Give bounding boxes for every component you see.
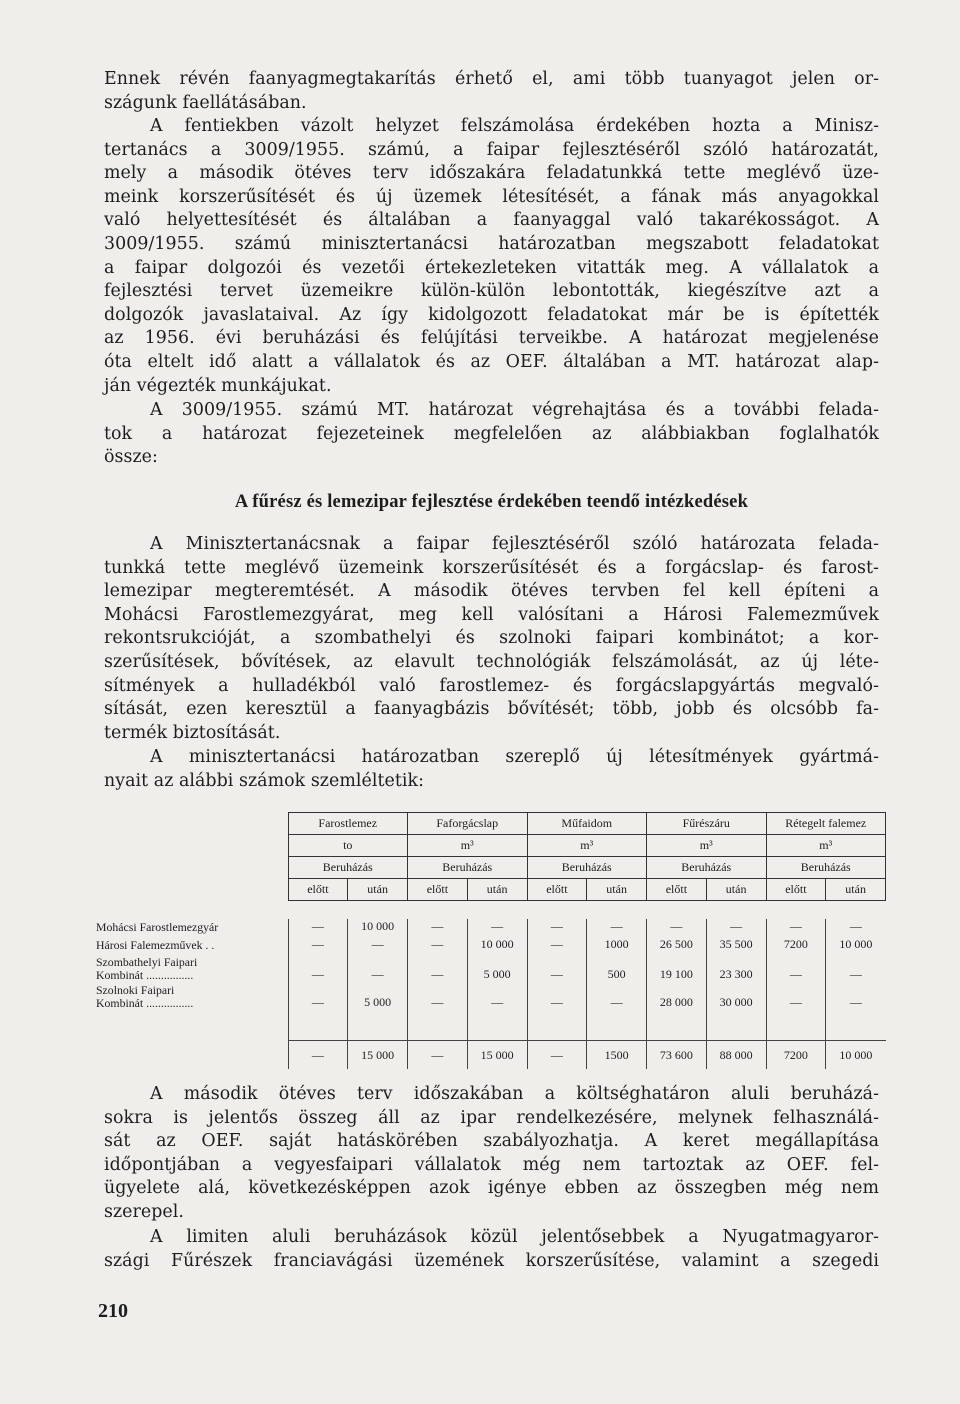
text-line: tunkká tette meglévő üzemeink korszerűsítését és a forgácslap- és farost- bbox=[104, 557, 879, 578]
text-line: szági Fűrészek franciavágási üzemének korszerűsítése, valamint a szegedi bbox=[104, 1250, 879, 1271]
table-header-unit: m³ bbox=[527, 835, 647, 857]
text-line: meink korszerűsítését és új üzemek létesítését, a fának más anyagokkal bbox=[104, 186, 879, 207]
table-total-cell: — bbox=[527, 1041, 587, 1070]
table-header-unit: m³ bbox=[408, 835, 528, 857]
table-cell: — bbox=[408, 919, 468, 937]
table-header-product: Faforgácslap bbox=[408, 813, 528, 835]
table-header-before: előtt bbox=[527, 879, 587, 901]
row-label-line: Hárosi Falemezművek . . bbox=[96, 938, 215, 952]
row-label-line: Mohácsi Farostlemezgyár bbox=[96, 920, 219, 934]
table-header-units bbox=[96, 835, 886, 857]
text-line: sítmények a hulladékból való farostlemez- és forgácslapgyártás megvaló- bbox=[104, 675, 879, 696]
table-total-cell: 1500 bbox=[587, 1041, 647, 1070]
row-label-line: Szolnoki Faipari bbox=[96, 982, 175, 997]
text-line: A második ötéves terv időszakában a költséghatáron aluli beruházá- bbox=[150, 1084, 879, 1104]
table-cell: 5 000 bbox=[467, 955, 527, 983]
text-line: fejlesztési tervet üzemeikre külön-külön lebontották, kiegészítve azt a bbox=[104, 281, 879, 302]
table-cell: 500 bbox=[587, 955, 647, 983]
table-cell: — bbox=[826, 983, 886, 1011]
text-line: össze: bbox=[104, 447, 158, 468]
text-line: A limiten aluli beruházások közül jelentősebbek a Nyugatmagyaror- bbox=[150, 1227, 879, 1247]
table-cell: — bbox=[288, 955, 348, 983]
table-header-products bbox=[96, 813, 886, 835]
table-cell: — bbox=[766, 919, 826, 937]
table-header-before-after bbox=[96, 879, 886, 901]
table-header-group-label: Beruházás bbox=[288, 857, 408, 879]
table-header-product: Farostlemez bbox=[288, 813, 408, 835]
text-line: 3009/1955. számú minisztertanácsi határozatban megszabott feladatokat bbox=[104, 233, 879, 254]
table-row bbox=[96, 937, 886, 955]
text-line: sát az OEF. saját hatáskörében szabályozhatja. A keret megállapítása bbox=[104, 1131, 879, 1152]
text-line: ügyelete alá, következésképpen azok igénye ebben az összegben még nem bbox=[104, 1178, 879, 1199]
table-header-group-label: Beruházás bbox=[766, 857, 886, 879]
text-line: tertanács a 3009/1955. számú, a faipar fejlesztéséről szóló határozatát, bbox=[104, 139, 879, 160]
table-cell: — bbox=[706, 919, 766, 937]
text-line: A fentiekben vázolt helyzet felszámolása érdekében hozta a Minisz- bbox=[150, 116, 879, 136]
text-line: mely a második ötéves terv időszakára feladatunkká tette meglévő üze- bbox=[104, 163, 879, 184]
table-total-cell: 73 600 bbox=[647, 1041, 707, 1070]
table-header-group-label: Beruházás bbox=[408, 857, 528, 879]
table-header-before: előtt bbox=[288, 879, 348, 901]
text-line: szágunk faellátásában. bbox=[104, 92, 307, 113]
table-cell: — bbox=[527, 937, 587, 955]
table-header-unit: m³ bbox=[647, 835, 767, 857]
table-total-cell: 15 000 bbox=[348, 1041, 408, 1070]
table-cell: 28 000 bbox=[647, 983, 707, 1011]
text-line: nyait az alábbi számok szemléltetik: bbox=[104, 770, 424, 791]
table-row-label bbox=[96, 955, 288, 983]
table-cell: — bbox=[467, 983, 527, 1011]
table-header-after: után bbox=[348, 879, 408, 901]
row-label-line: Kombinát ................ bbox=[96, 967, 194, 982]
text-line: sokra is jelentős összeg áll az ipar rendelkezésére, melynek felhasználá- bbox=[104, 1107, 879, 1128]
table-header-before: előtt bbox=[408, 879, 468, 901]
text-line: A 3009/1955. számú MT. határozat végrehajtása és a további felada- bbox=[150, 400, 879, 420]
table-cell: — bbox=[408, 955, 468, 983]
text-line: szerepel. bbox=[104, 1201, 184, 1222]
text-line: tok a határozat fejezeteinek megfelelően az alábbiakban foglalhatók bbox=[104, 423, 879, 444]
table-header-product: Fűrészáru bbox=[647, 813, 767, 835]
table-cell: — bbox=[348, 937, 408, 955]
text-line: ján végezték munkájukat. bbox=[104, 375, 332, 396]
table-cell: — bbox=[587, 983, 647, 1011]
table-cell: 1000 bbox=[587, 937, 647, 955]
totals-label-cell bbox=[96, 1041, 288, 1070]
paragraph-5 bbox=[104, 746, 879, 793]
table-cell: — bbox=[408, 937, 468, 955]
paragraph-2 bbox=[104, 115, 879, 398]
table-row-label bbox=[96, 937, 288, 955]
table-cell: — bbox=[647, 919, 707, 937]
table-cell: 26 500 bbox=[647, 937, 707, 955]
text-line: való helyettesítését és általában a faanyaggal való takarékosságot. A bbox=[104, 210, 879, 231]
table-cell: 10 000 bbox=[826, 937, 886, 955]
section-title: A fűrész és lemezipar fejlesztése érdekében teendő intézkedések bbox=[234, 492, 749, 512]
text-line: lemezipar megteremtését. A második ötéves tervben fel kell építeni a bbox=[104, 581, 879, 602]
table-cell: 10 000 bbox=[467, 937, 527, 955]
text-line: Mohácsi Farostlemezgyárat, meg kell valósítani a Hárosi Falemezművek bbox=[104, 604, 879, 625]
table-row bbox=[96, 983, 886, 1011]
table-total-cell: — bbox=[288, 1041, 348, 1070]
table-cell: 30 000 bbox=[706, 983, 766, 1011]
table-row bbox=[96, 955, 886, 983]
table-header-unit: m³ bbox=[766, 835, 886, 857]
table-header-unit: to bbox=[288, 835, 408, 857]
table-header-group bbox=[96, 857, 886, 879]
text-line: időpontjában a vegyesfaipari vállalatok még nem tartoztak az OEF. fel- bbox=[104, 1154, 879, 1175]
table-cell: — bbox=[587, 919, 647, 937]
table-cell: 23 300 bbox=[706, 955, 766, 983]
text-line: óta eltelt idő alatt a vállalatok és az OEF. általában a MT. határozat alap- bbox=[104, 351, 879, 372]
text-line: a faipar dolgozói és vezetői értekezleteken vitatták meg. A vállalatok a bbox=[104, 257, 879, 278]
table-cell: — bbox=[527, 983, 587, 1011]
text-line: dolgozók javaslataival. Az így kidolgozott feladatokat már be is építették bbox=[104, 304, 879, 325]
table-cell: — bbox=[527, 955, 587, 983]
table-total-cell: 10 000 bbox=[826, 1041, 886, 1070]
table-header-product: Műfaidom bbox=[527, 813, 647, 835]
paragraph-3 bbox=[104, 399, 879, 470]
table-cell: — bbox=[288, 919, 348, 937]
table-cell: 7200 bbox=[766, 937, 826, 955]
table-cell: 10 000 bbox=[348, 919, 408, 937]
text-line: termék biztosítását. bbox=[104, 722, 281, 743]
row-label-line: Kombinát ................ bbox=[96, 995, 194, 1010]
table-cell: — bbox=[766, 955, 826, 983]
table-cell: — bbox=[766, 983, 826, 1011]
table-header-after: után bbox=[467, 879, 527, 901]
table-header-before: előtt bbox=[647, 879, 707, 901]
table-header-group-label: Beruházás bbox=[527, 857, 647, 879]
text-line: rekontsrukcióját, a szombathelyi és szolnoki faipari kombinátot; a kor- bbox=[104, 628, 879, 649]
paragraph-1 bbox=[104, 68, 879, 115]
table-cell: — bbox=[408, 983, 468, 1011]
table-row bbox=[96, 919, 886, 937]
paragraph-6 bbox=[104, 1083, 879, 1225]
table-total-cell: 88 000 bbox=[706, 1041, 766, 1070]
table-cell: — bbox=[826, 919, 886, 937]
text-line: az 1956. évi beruházási és felújítási terveikbe. A határozat megjelenése bbox=[104, 328, 879, 349]
table-header-product: Rétegelt falemez bbox=[766, 813, 886, 835]
text-line: A Minisztertanácsnak a faipar fejlesztéséről szóló határozata felada- bbox=[150, 534, 879, 554]
table-row-label bbox=[96, 983, 288, 1011]
table-cell: — bbox=[288, 983, 348, 1011]
text-line: Ennek révén faanyagmegtakarítás érhető el, ami több tuanyagot jelen or- bbox=[104, 69, 879, 89]
table-cell: — bbox=[467, 919, 527, 937]
table-cell: — bbox=[288, 937, 348, 955]
text-line: A minisztertanácsi határozatban szereplő új létesítmények gyártmá- bbox=[150, 747, 879, 767]
table-header-group-label: Beruházás bbox=[647, 857, 767, 879]
table-header-after: után bbox=[587, 879, 647, 901]
table-row-label bbox=[96, 919, 288, 937]
table-header-before: előtt bbox=[766, 879, 826, 901]
table-cell: 35 500 bbox=[706, 937, 766, 955]
paragraph-7 bbox=[104, 1226, 879, 1273]
table-cell: 19 100 bbox=[647, 955, 707, 983]
table-totals-row bbox=[96, 1041, 886, 1070]
table-total-cell: — bbox=[408, 1041, 468, 1070]
table-cell: — bbox=[348, 955, 408, 983]
text-line: szerűsítések, bővítések, az elavult technológiák felszámolását, az új léte- bbox=[104, 651, 879, 672]
table-cell: — bbox=[527, 919, 587, 937]
investment-table bbox=[96, 812, 886, 1069]
table-header-after: után bbox=[706, 879, 766, 901]
text-line: sítását, ezen keresztül a faanyagbázis bővítését; több, jobb és olcsóbb fa- bbox=[104, 699, 879, 720]
paragraph-4 bbox=[104, 533, 879, 745]
row-label-line: Szombathelyi Faipari bbox=[96, 954, 198, 969]
table-cell: 5 000 bbox=[348, 983, 408, 1011]
page-number: 210 bbox=[98, 1300, 128, 1322]
table-total-cell: 7200 bbox=[766, 1041, 826, 1070]
table-header-after: után bbox=[826, 879, 886, 901]
table-cell: — bbox=[826, 955, 886, 983]
table-total-cell: 15 000 bbox=[467, 1041, 527, 1070]
